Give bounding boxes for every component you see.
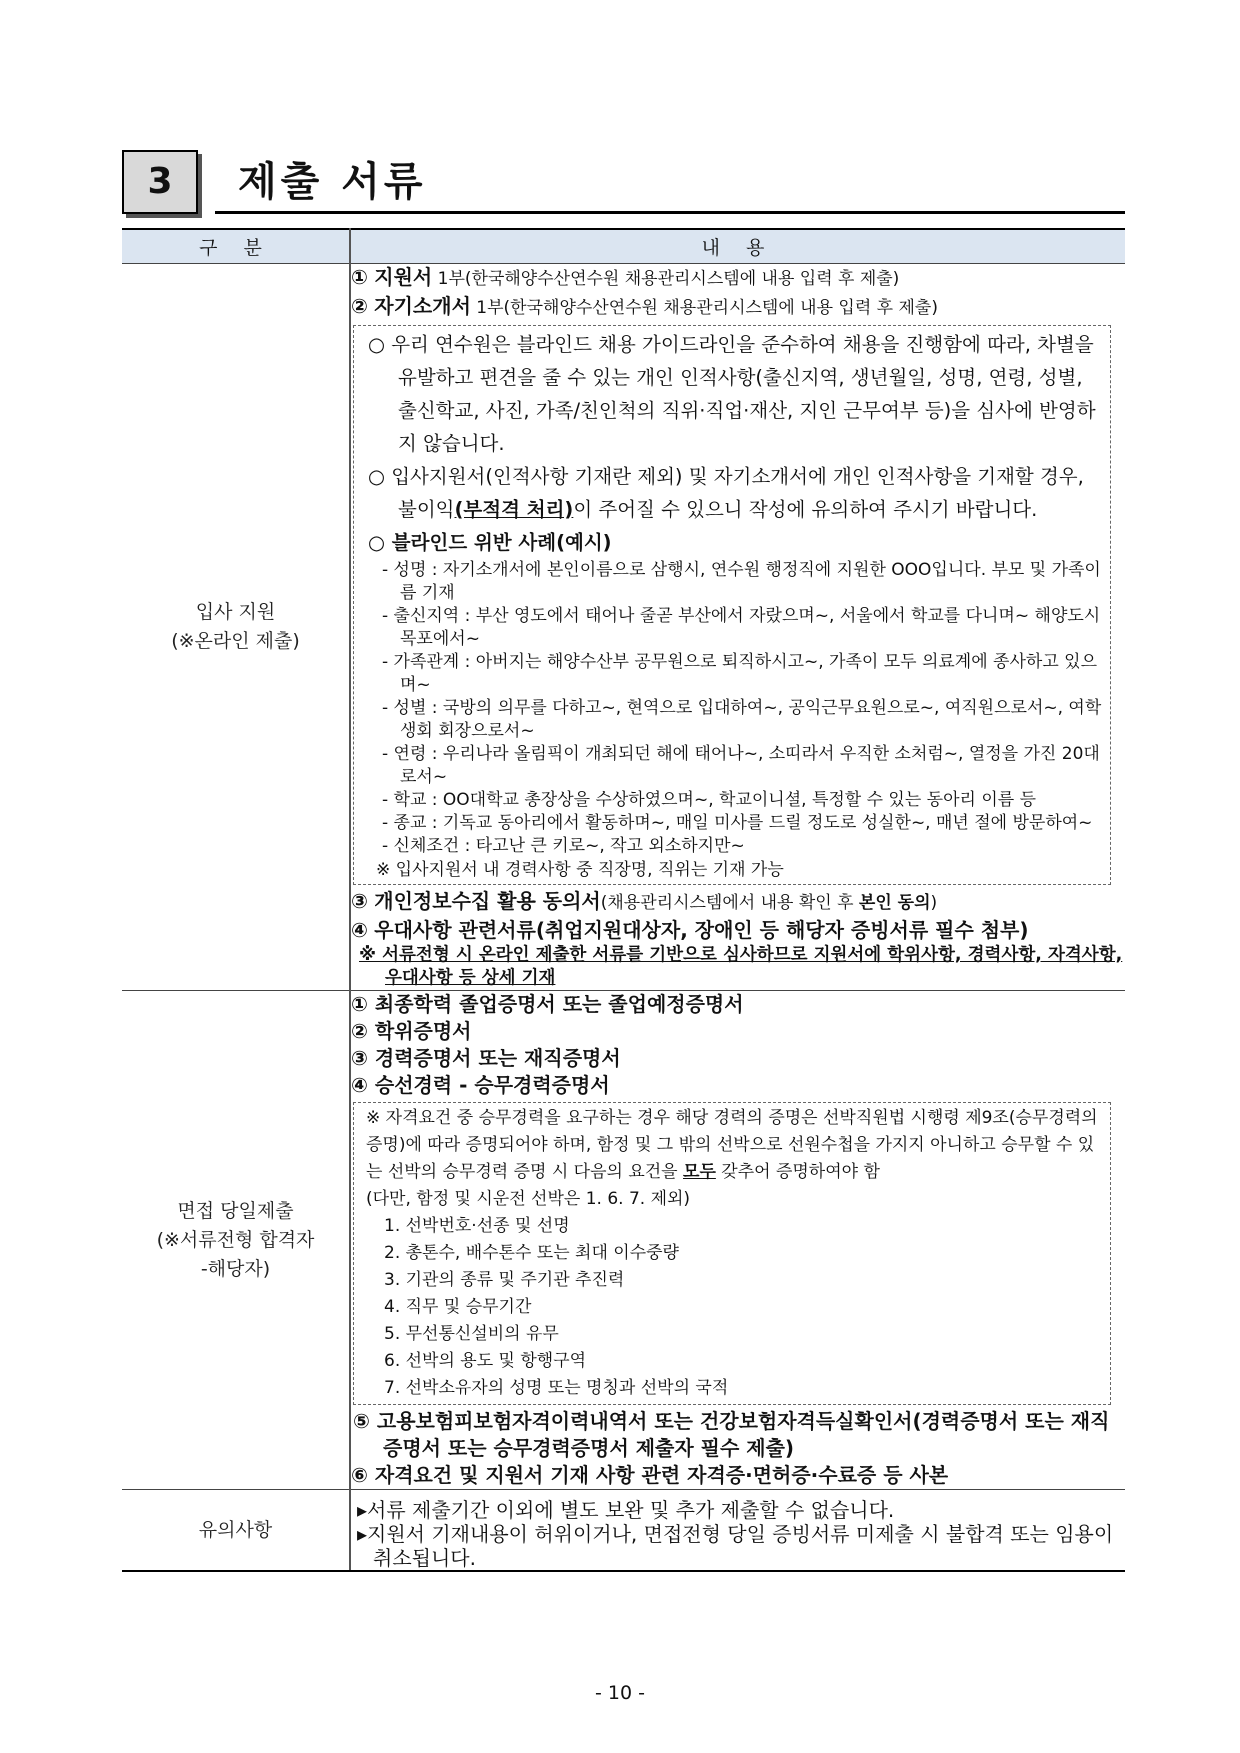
apply-item-3: ③ 개인정보수집 활용 동의서(채용관리시스템에서 내용 확인 후 본인 동의) [351, 889, 938, 913]
content-caution [350, 1490, 1125, 1572]
sea-service-requirement: 7. 선박소유자의 성명 또는 명칭과 선박의 국적 [384, 1378, 729, 1398]
sea-service-requirement: 6. 선박의 용도 및 항행구역 [384, 1351, 587, 1371]
interview-item-5: ⑤ 고용보험피보험자격이력내역서 또는 건강보험자격득실확인서(경력증명서 또는 재직증명서 또는 승무경력증명서 제출자 필수 제출) [353, 1409, 1110, 1460]
category-caution: 유의사항 [122, 1490, 350, 1572]
section-number: 3 [122, 150, 198, 214]
category-interview: 면접 당일제출 (※서류전형 합격자 -해당자) [122, 991, 350, 1490]
apply-notice: ※ 서류전형 시 온라인 제출한 서류를 기반으로 심사하므로 지원서에 학위사항, 경력사항, 자격사항, 우대사항 등 상세 기재 [359, 945, 1123, 988]
sea-service-requirement: 2. 총톤수, 배수톤수 또는 최대 이수중량 [384, 1243, 679, 1263]
header-category: 구 분 [122, 229, 350, 264]
blind-note: ※ 입사지원서 내 경력사항 중 직장명, 직위는 기재 가능 [376, 860, 784, 880]
blind-example: - 성별 : 국방의 의무를 다하고~, 현역으로 입대하여~, 공익근무요원으로~, 여직원으로서~, 여학생회 회장으로서~ [382, 698, 1102, 741]
sea-service-text: ※ 자격요건 중 승무경력을 요구하는 경우 해당 경력의 증명은 선박직원법 시행령 제9조(승무경력의 증명)에 따라 증명되어야 하며, 함정 및 그 밖의 선박으로 선원수첩을 가지지 아니하고 승무할 수 있는 선박의 승무경력 증명 시 다음의 요건을 모두 갖추어 증명하여야 함 [366, 1108, 1098, 1182]
blind-example: - 신체조건 : 타고난 큰 키로~, 작고 외소하지만~ [382, 836, 745, 856]
sea-service-exception: (다만, 함정 및 시운전 선박은 1. 6. 7. 제외) [366, 1189, 691, 1209]
table-header-row [122, 229, 1125, 264]
sea-service-requirement: 5. 무선통신설비의 유무 [384, 1324, 559, 1344]
interview-item-6: ⑥ 자격요건 및 지원서 기재 사항 관련 자격증·면허증·수료증 등 사본 [351, 1463, 949, 1487]
interview-item-1: ① 최종학력 졸업증명서 또는 졸업예정증명서 [351, 992, 744, 1016]
section-underline [215, 211, 1125, 214]
blind-hiring-box [353, 325, 1111, 885]
caution-item: ▸서류 제출기간 이외에 별도 보완 및 추가 제출할 수 없습니다. [357, 1498, 895, 1522]
blind-example: - 출신지역 : 부산 영도에서 태어나 줄곧 부산에서 자랐으며~, 서울에서 학교를 다니며~ 해양도시 목포에서~ [382, 606, 1101, 649]
blind-example: - 연령 : 우리나라 올림픽이 개최되던 해에 태어나~, 소띠라서 우직한 소처럼~, 열정을 가진 20대로서~ [382, 744, 1100, 787]
sea-service-requirement: 4. 직무 및 승무기간 [384, 1297, 532, 1317]
interview-item-4: ④ 승선경력 - 승무경력증명서 [351, 1073, 610, 1097]
section-title: 제출 서류 [238, 159, 427, 205]
blind-example: - 학교 : OO대학교 총장상을 수상하였으며~, 학교이니셜, 특정할 수 있는 동아리 이름 등 [382, 790, 1037, 810]
sea-service-requirement: 1. 선박번호·선종 및 선명 [384, 1216, 570, 1236]
table-row-apply [122, 264, 1125, 991]
table-row-caution [122, 1490, 1125, 1572]
header-content: 내 용 [350, 229, 1125, 264]
table-row-interview [122, 991, 1125, 1490]
blind-paragraph-3: ○ 블라인드 위반 사례(예시) [368, 531, 612, 554]
blind-paragraph-1: ○ 우리 연수원은 블라인드 채용 가이드라인을 준수하여 채용을 진행함에 따라, 차별을 유발하고 편견을 줄 수 있는 개인 인적사항(출신지역, 생년월일, 성명, 연령, 성별, 출신학교, 사진, 가족/친인척의 직위·직업·재산, 지인 근무여부 등)을 심사에 반영하지 않습니다. [368, 333, 1096, 455]
documents-table [122, 228, 1125, 1572]
blind-example: - 종교 : 기독교 동아리에서 활동하며~, 매일 미사를 드릴 정도로 성실한~, 매년 절에 방문하여~ [382, 813, 1093, 833]
blind-paragraph-2: ○ 입사지원서(인적사항 기재란 제외) 및 자기소개서에 개인 인적사항을 기재할 경우, 불이익(부적격 처리)이 주어질 수 있으니 작성에 유의하여 주시기 바랍니다. [368, 465, 1084, 521]
interview-item-2: ② 학위증명서 [351, 1019, 472, 1043]
caution-item: ▸지원서 기재내용이 허위이거나, 면접전형 당일 증빙서류 미제출 시 불합격 또는 임용이 취소됩니다. [357, 1522, 1114, 1570]
content-apply [350, 264, 1125, 991]
blind-example: - 가족관계 : 아버지는 해양수산부 공무원으로 퇴직하시고~, 가족이 모두 의료계에 종사하고 있으며~ [382, 652, 1097, 695]
page-number: - 10 - [595, 1682, 645, 1704]
interview-item-3: ③ 경력증명서 또는 재직증명서 [351, 1046, 621, 1070]
sea-service-requirement: 3. 기관의 종류 및 주기관 추진력 [384, 1270, 625, 1290]
blind-example: - 성명 : 자기소개서에 본인이름으로 삼행시, 연수원 행정직에 지원한 OOO입니다. 부모 및 가족이름 기재 [382, 560, 1101, 603]
sea-service-box [353, 1102, 1111, 1405]
apply-item-4: ④ 우대사항 관련서류(취업지원대상자, 장애인 등 해당자 증빙서류 필수 첨부) [351, 918, 1029, 942]
content-interview [350, 991, 1125, 1490]
category-apply: 입사 지원 (※온라인 제출) [122, 264, 350, 991]
apply-item-1: ① 지원서 1부(한국해양수산연수원 채용관리시스템에 내용 입력 후 제출) [351, 265, 900, 289]
apply-item-2: ② 자기소개서 1부(한국해양수산연수원 채용관리시스템에 내용 입력 후 제출) [351, 294, 938, 318]
